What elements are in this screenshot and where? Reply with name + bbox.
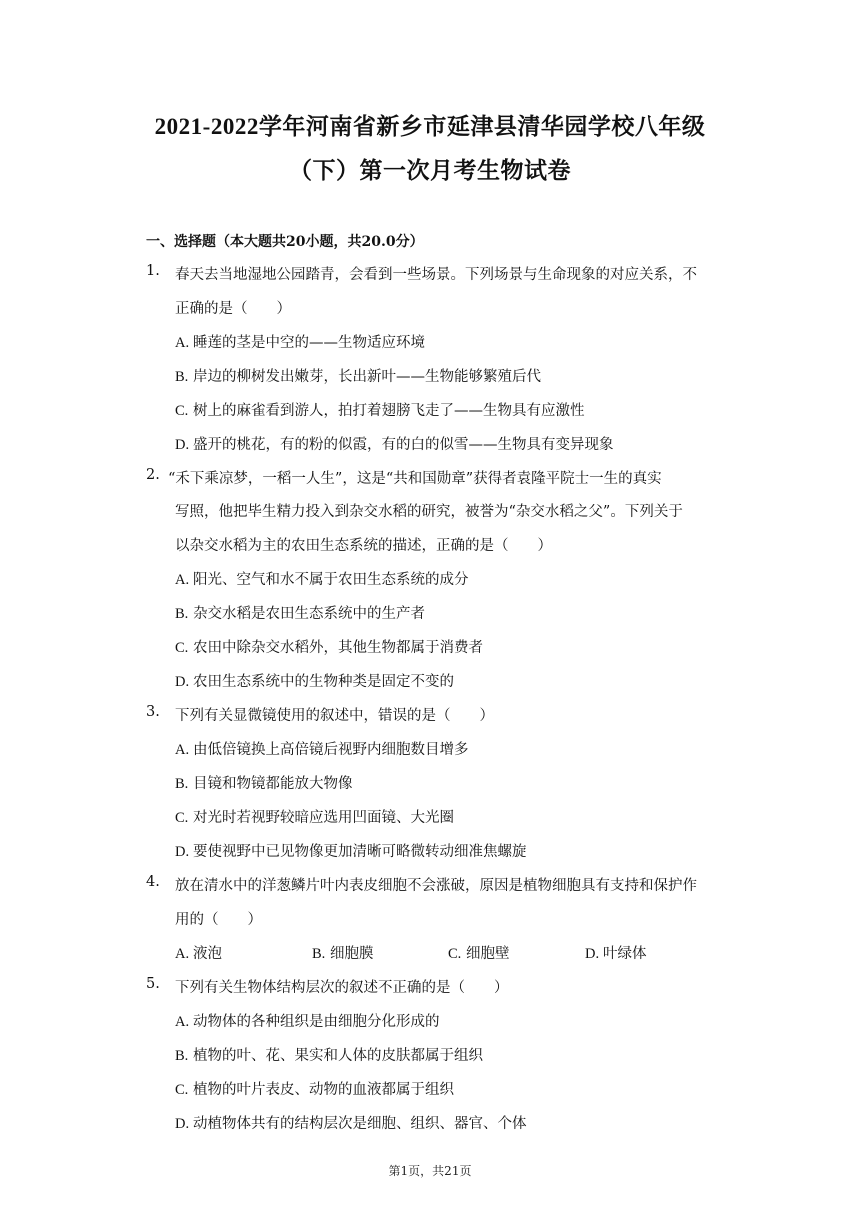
option-text: 目镜和物镜都能放大物像 [193, 776, 353, 792]
option-label: C. [448, 946, 462, 962]
option-c [175, 636, 483, 657]
option-text: 睡莲的茎是中空的——生物适应环境 [193, 335, 425, 351]
option-d [585, 942, 647, 963]
option-d [175, 670, 454, 691]
question-number: 1. [146, 263, 160, 279]
option-text: 阳光、空气和水不属于农田生态系统的成分 [193, 572, 469, 588]
question-text: 下列有关生物体结构层次的叙述不正确的是（ ） [175, 980, 509, 996]
question-number: 2. [146, 467, 160, 483]
page-footer: 第1页，共21页 [388, 1164, 472, 1178]
option-label: A. [175, 572, 190, 588]
option-label: D. [175, 674, 190, 690]
option-text: 细胞膜 [330, 946, 374, 962]
option-label: D. [585, 946, 600, 962]
option-label: C. [175, 640, 189, 656]
exam-title-line-1: 2021-2022学年河南省新乡市延津县清华园学校八年级 [154, 114, 706, 139]
option-label: C. [175, 810, 189, 826]
option-label: A. [175, 946, 190, 962]
option-label: B. [312, 946, 326, 962]
option-text: 杂交水稻是农田生态系统中的生产者 [193, 606, 425, 622]
option-text: 要使视野中已见物像更加清晰可略微转动细准焦螺旋 [193, 844, 527, 860]
option-a [175, 568, 469, 589]
option-a [175, 331, 425, 352]
option-b [312, 942, 374, 963]
question-number: 3. [146, 704, 160, 720]
option-label: B. [175, 606, 189, 622]
option-text: 动植物体共有的结构层次是细胞、组织、器官、个体 [193, 1116, 527, 1132]
option-c [175, 806, 454, 827]
question-text: 写照，他把毕生精力投入到杂交水稻的研究，被誉为“杂交水稻之父”。下列关于 [175, 504, 683, 520]
question-text: 以杂交水稻为主的农田生态系统的描述，正确的是（ ） [175, 538, 552, 554]
option-label: C. [175, 1082, 189, 1098]
option-text: 叶绿体 [603, 946, 647, 962]
option-label: D. [175, 437, 190, 453]
option-label: A. [175, 335, 190, 351]
option-text: 植物的叶、花、果实和人体的皮肤都属于组织 [193, 1048, 483, 1064]
option-text: 农田中除杂交水稻外，其他生物都属于消费者 [193, 640, 483, 656]
question-text: 用的（ ） [175, 912, 262, 928]
option-label: B. [175, 1048, 189, 1064]
option-d [175, 1112, 527, 1133]
option-text: 植物的叶片表皮、动物的血液都属于组织 [193, 1082, 454, 1098]
question-number: 4. [146, 874, 160, 890]
option-d [175, 433, 614, 454]
option-text: 农田生态系统中的生物种类是固定不变的 [193, 674, 454, 690]
option-label: A. [175, 1014, 190, 1030]
option-label: C. [175, 403, 189, 419]
option-text: 液泡 [193, 946, 222, 962]
option-label: D. [175, 1116, 190, 1132]
option-b [175, 602, 425, 623]
question-text: 放在清水中的洋葱鳞片叶内表皮细胞不会涨破，原因是植物细胞具有支持和保护作 [175, 878, 697, 894]
option-text: 由低倍镜换上高倍镜后视野内细胞数目增多 [193, 742, 469, 758]
question-text: 下列有关显微镜使用的叙述中，错误的是（ ） [175, 708, 494, 724]
question-text: 正确的是（ ） [175, 301, 291, 317]
option-label: A. [175, 742, 190, 758]
option-c [175, 399, 585, 420]
option-b [175, 1044, 483, 1065]
option-b [175, 772, 353, 793]
option-c [448, 942, 510, 963]
option-text: 盛开的桃花，有的粉的似霞，有的白的似雪——生物具有变异现象 [193, 437, 614, 453]
option-label: B. [175, 776, 189, 792]
option-b [175, 365, 541, 386]
option-c [175, 1078, 454, 1099]
section-heading: 一、选择题（本大题共20小题，共20.0分） [146, 234, 424, 250]
option-d [175, 840, 527, 861]
question-text: “禾下乘凉梦，一稻一人生”，这是“共和国勋章”获得者袁隆平院士一生的真实 [168, 471, 662, 487]
option-text: 动物体的各种组织是由细胞分化形成的 [193, 1014, 440, 1030]
option-a [175, 1010, 440, 1031]
option-label: D. [175, 844, 190, 860]
option-text: 岸边的柳树发出嫩芽，长出新叶——生物能够繁殖后代 [193, 369, 541, 385]
option-text: 细胞壁 [466, 946, 510, 962]
option-a [175, 942, 222, 963]
question-number: 5. [146, 976, 160, 992]
exam-title-line-2: （下）第一次月考生物试卷 [289, 158, 571, 183]
option-label: B. [175, 369, 189, 385]
question-text: 春天去当地湿地公园踏青，会看到一些场景。下列场景与生命现象的对应关系，不 [175, 267, 697, 283]
option-text: 树上的麻雀看到游人，拍打着翅膀飞走了——生物具有应激性 [193, 403, 585, 419]
option-a [175, 738, 469, 759]
option-text: 对光时若视野较暗应选用凹面镜、大光圈 [193, 810, 454, 826]
